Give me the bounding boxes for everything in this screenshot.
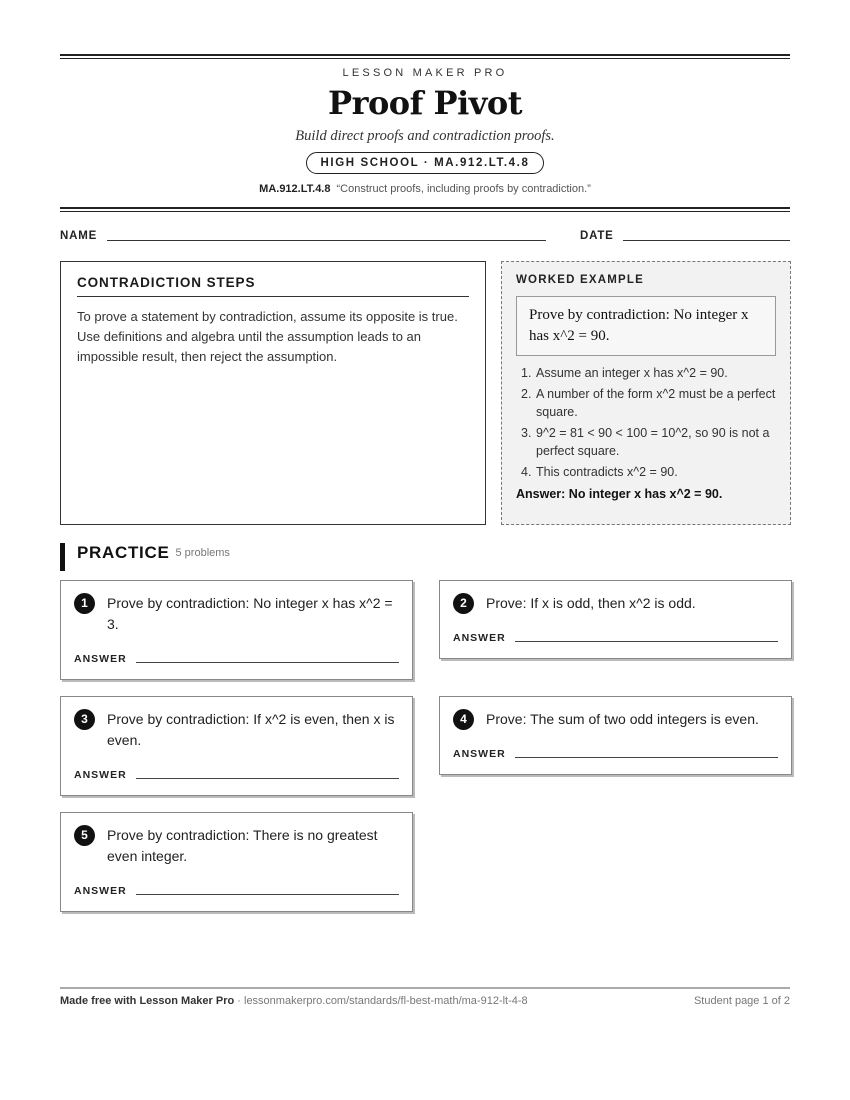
answer-label: ANSWER [74, 885, 127, 897]
page-title: Proof Pivot [328, 84, 522, 122]
answer-row [74, 653, 399, 667]
standard-code: MA.912.LT.4.8 [259, 183, 331, 195]
answer-field[interactable] [136, 662, 399, 663]
practice-count: 5 problems [175, 547, 230, 559]
practice-title: PRACTICE [77, 543, 170, 562]
example-step: 4. This contradicts x^2 = 90. [521, 465, 678, 479]
brand-label: LESSON MAKER PRO [342, 67, 508, 79]
example-steps [516, 364, 776, 481]
answer-label: ANSWER [453, 748, 506, 760]
problem-number-badge: 3 [74, 709, 95, 730]
footer-rule [60, 987, 790, 989]
example-prompt: Prove by contradiction: No integer x has x^2 = 90. [516, 296, 776, 356]
date-label: DATE [580, 230, 614, 242]
problem-text: Prove by contradiction: There is no greatest even integer. [107, 827, 378, 864]
answer-label: ANSWER [74, 769, 127, 781]
footer [60, 995, 790, 1007]
steps-body: To prove a statement by contradiction, assume its opposite is true. Use definitions and algebra until the assumption leads to an impossible result, then reject the assumption. [77, 309, 458, 364]
name-field[interactable] [107, 240, 546, 241]
header-bottom-rule [60, 207, 790, 212]
answer-row [74, 769, 399, 783]
worksheet-page [60, 0, 790, 1100]
example-step: 3. 9^2 = 81 < 90 < 100 = 10^2, so 90 is not a perfect square. [521, 426, 770, 458]
top-rule [60, 54, 790, 59]
name-label: NAME [60, 230, 98, 242]
example-step: 2. A number of the form x^2 must be a perfect square. [521, 387, 776, 419]
answer-field[interactable] [515, 757, 778, 758]
problem-number-badge: 4 [453, 709, 474, 730]
steps-title: CONTRADICTION STEPS [77, 275, 469, 297]
name-date-row [60, 230, 790, 246]
example-answer: Answer: No integer x has x^2 = 90. [516, 487, 723, 501]
answer-field[interactable] [515, 641, 778, 642]
grade-standard-badge: HIGH SCHOOL · MA.912.LT.4.8 [306, 152, 545, 174]
problem-text: Prove: The sum of two odd integers is even. [486, 711, 759, 727]
footer-made-with: Made free with Lesson Maker Pro [60, 995, 235, 1007]
answer-label: ANSWER [74, 653, 127, 665]
problem-card-2 [439, 580, 792, 659]
answer-row [453, 632, 778, 646]
answer-row [453, 748, 778, 762]
footer-page-number: Student page 1 of 2 [693, 995, 790, 1007]
example-title: WORKED EXAMPLE [516, 274, 644, 286]
problem-number-badge: 1 [74, 593, 95, 614]
contradiction-steps-box [60, 261, 486, 525]
problem-card-4 [439, 696, 792, 775]
practice-heading [60, 543, 230, 571]
problem-number-badge: 2 [453, 593, 474, 614]
answer-label: ANSWER [453, 632, 506, 644]
example-step: 1. Assume an integer x has x^2 = 90. [521, 366, 728, 380]
answer-row [74, 885, 399, 899]
problem-number-badge: 5 [74, 825, 95, 846]
footer-url[interactable]: · lessonmakerpro.com/standards/fl-best-math/ma-912-lt-4-8 [237, 995, 528, 1007]
answer-field[interactable] [136, 894, 399, 895]
problem-text: Prove by contradiction: No integer x has x^2 = 3. [107, 595, 393, 632]
problem-card-3 [60, 696, 413, 796]
problem-card-5 [60, 812, 413, 912]
answer-field[interactable] [136, 778, 399, 779]
standard-line [60, 183, 790, 195]
problem-text: Prove: If x is odd, then x^2 is odd. [486, 595, 696, 611]
problem-card-1 [60, 580, 413, 680]
page-subtitle: Build direct proofs and contradiction proofs. [295, 128, 555, 144]
standard-description: “Construct proofs, including proofs by contradiction.” [336, 183, 591, 195]
problem-text: Prove by contradiction: If x^2 is even, then x is even. [107, 711, 395, 748]
date-field[interactable] [623, 240, 790, 241]
worked-example-box [501, 261, 791, 525]
